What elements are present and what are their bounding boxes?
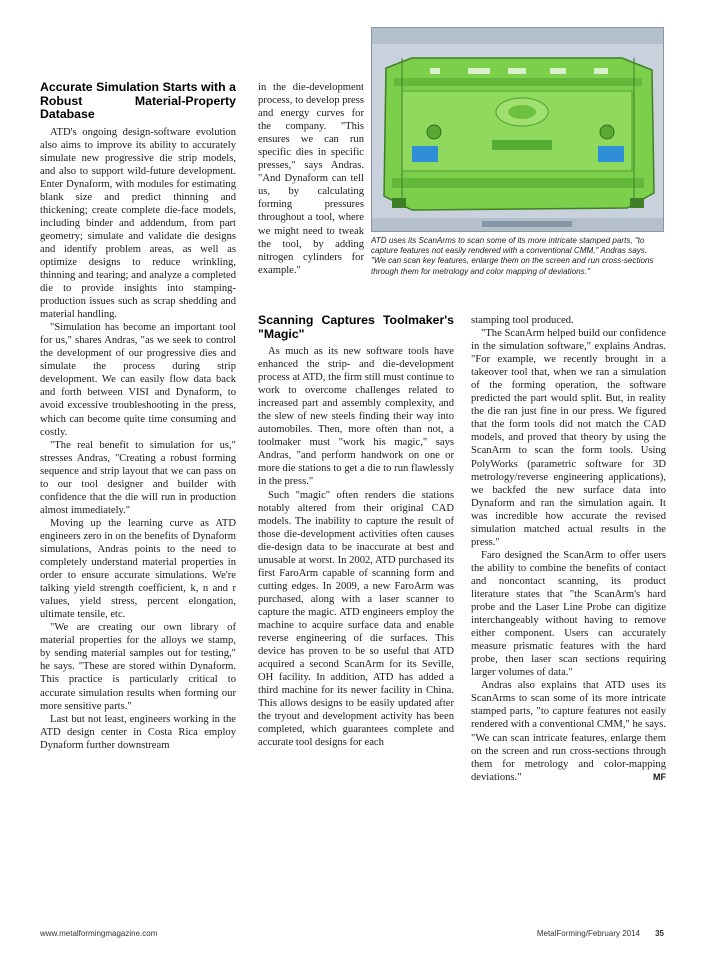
paragraph [471,679,666,783]
section-heading-simulation: Accurate Simulation Starts with a Robust Material-Property Database [40,80,236,121]
column-2-top [258,81,364,277]
section-heading-scanning: Scanning Captures Toolmaker's "Magic" [258,313,454,341]
column-3 [471,314,666,784]
paragraph-text: Andras also explains that ATD uses its ScanArms to scan some of its more intricate stamped parts, "to capture features not easily rendered with a conventional CMM," he says. "We can scan intricate features, enlarge them on the screen and run cross-sections through them for metrology and color-mapping deviations." [471,680,666,783]
paragraph: Such "magic" often renders die stations notably altered from their original CAD models. The inability to capture the result of those die-development activities often causes die-design data to be inaccurate at best and unusable at worst. In 2002, ATD purchased its first FaroArm capable of scanning form and cutting edges. In 2009, a new FaroArm was purchased, along with a laser scanner to capture the magic. ATD engineers employ the machine to acquire surface data and enable reverse engineering of die surfaces. This device has proven to be so useful that ATD acquired a second ScanArm for its Seville, OH facility. In addition, ATD has added a third machine for its newer facility in China. This allows designs to be easily updated after the tryout and development activity has been completed, which guarantees complete and accurate tool designs for each [258,489,454,749]
paragraph: Moving up the learning curve as ATD engineers zero in on the benefits of Dynaform simulations, Andras points to the need to completely understand material properties in order to ensure accurate simulations. We're talking yield strength coefficient, k, n and r values, yield stress, percent elongation, ultimate tensile, etc. [40,517,236,621]
figure-caption: ATD uses its ScanArms to scan some of its more intricate stamped parts, "to capture features not easily rendered with a conventional CMM," Andras says. "We can scan key features, enlarge them on the screen and run cross-sections through them for metrology and color mapping of deviations." [371,236,654,276]
footer-url: www.metalformingmagazine.com [40,929,158,938]
page-number: 35 [655,929,664,938]
paragraph: "We are creating our own library of material properties for the alloys we stamp, by sending material samples out for testing," he says. "These are stored within Dynaform. This practice is particularly critical to accurate simulation results when forming our more sensitive parts." [40,622,236,712]
paragraph: "The ScanArm helped build our confidence in the simulation software," explains Andras. "For example, we recently brought in a takeover tool that, when we ran a simulation of the forming operation, the software predicted the part would split. But, in reality the die ran just fine in our press. We figured that the form tools did not match the CAD models, and proved that theory by using the ScanArm to scan the form tools. Using PolyWorks (parametric software for 3D metrology/reverse engineering applications), we backfed the new surface data into Dynaform and ran the simulation again. It was incredible how accurate the revised simulation matched actual results in the press." [471,328,666,548]
scan-figure-graphic [372,28,664,232]
paragraph: Last but not least, engineers working in the ATD design center in Costa Rica employ Dynaform further downstream [40,713,236,751]
footer-magazine: MetalForming/February 2014 [536,929,640,938]
page-footer [40,929,664,943]
paragraph: stamping tool produced. [471,315,574,326]
scan-figure-image [371,27,664,232]
paragraph: "Simulation has become an important tool for us," shares Andras, "as we seek to control the development of our progressive dies and simulate the process during strip development. We can easily flow data back and forth between VISI and Dynaform, to avoid excessive troubleshooting in the press, which can become quite time consuming and costly. [40,322,236,438]
paragraph: "The real benefit to simulation for us," stresses Andras, "Creating a robust forming sequence and strip layout that we can pass on to our tool designer and builder with confidence that the die will run in production almost immediately." [40,439,236,516]
column-1 [40,81,236,752]
column-2-bottom [258,314,454,749]
paragraph: in the die-development process, to develop press and energy curves for the company. "This ensures we can run specific dies in specific presses," says Andras. "And Dynaform can tell us, by calculating forming pressures throughout a tool, where we might need to tweak the tool, by adding nitrogen cylinders for example." [258,82,364,276]
paragraph: Faro designed the ScanArm to offer users the ability to combine the benefits of contact and noncontact scanning, its product literature states that "the ScanArm's hard probe and the Laser Line Probe can digitize interchangeably without having to remove either component. Users can accurately measure prismatic features with the hard probe, then laser scan sections requiring larger volumes of data." [471,549,666,679]
end-mark: MF [653,771,666,782]
paragraph: As much as its new software tools have enhanced the strip- and die-development process at ATD, the firm still must continue to work to overcome challenges related to increased part and assembly complexity, and the slew of new steels finding their way into automobiles. Then, more often than not, a toolmaker must "work his magic," says Andras, "and perform handwork on one or more die stations to get a die to run flawlessly in the press." [258,346,454,488]
paragraph: ATD's ongoing design-software evolution also aims to improve its ability to accurately simulate new progressive die strip models, and also to support wild-future development. Enter Dynaform, with modules for estimating blank size and predict thinning and thickening; create complete die-face models, including binder and addendum, from part geometry; simulate and validate die designs and identify problem areas, as well as optimize designs to reduce wrinkling, thinning and tearing; and analyze a completed die to provide insights into stamping-production issues such as scrap shedding and material handling. [40,126,236,321]
